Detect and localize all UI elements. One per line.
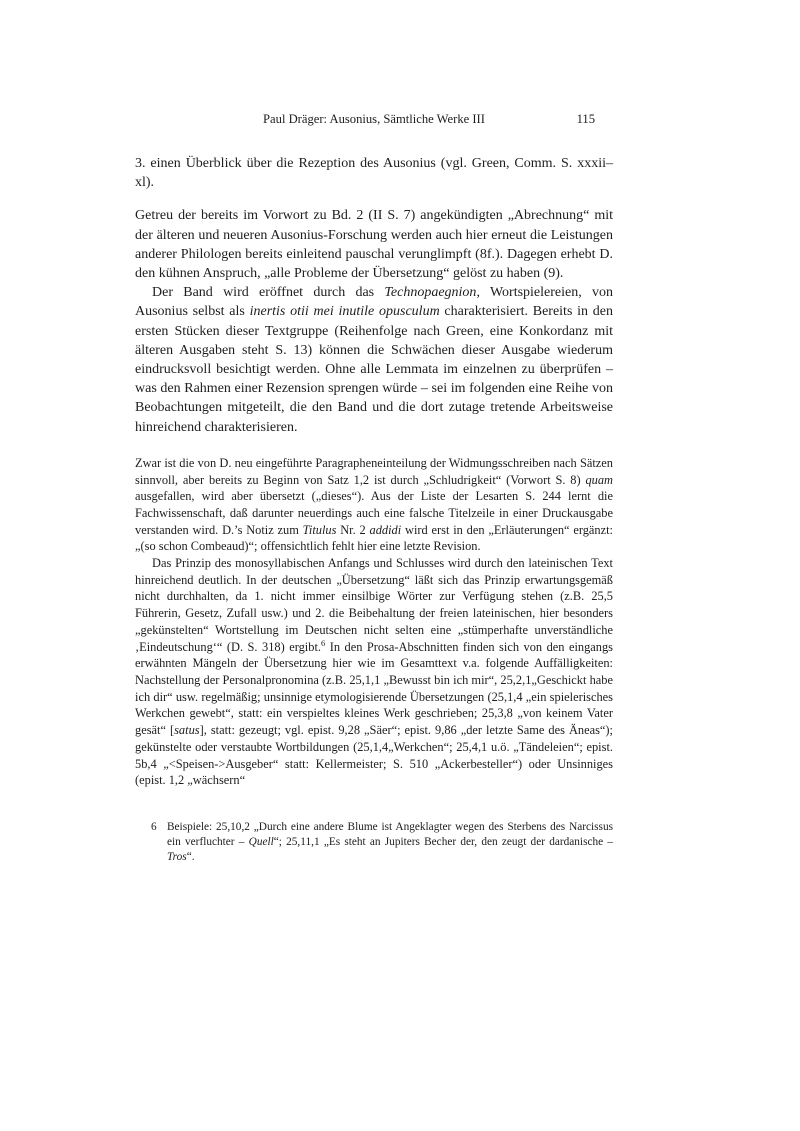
running-header (135, 112, 613, 127)
italic-run: Quell (248, 836, 274, 849)
italic-run: Titulus (302, 522, 337, 537)
footnote-text (167, 820, 613, 866)
italic-run: inertis otii mei inutile opusculum (249, 304, 440, 320)
paragraph (135, 283, 613, 437)
text-run: “. (186, 851, 195, 864)
paragraph (135, 455, 613, 555)
text-run: Der Band wird eröffnet durch das (152, 285, 385, 301)
footnote (151, 820, 613, 866)
italic-run: Technopaegnion (384, 285, 477, 301)
text-run: , Wortspielereien, von Ausonius selbst als (135, 285, 613, 320)
text-run: In den Prosa-Abschnitten finden sich von den eingangs erwähnten Mängeln der Übersetzung hier wie im Gesamttext v.a. folgende Auffälligkeiten: Nachstellung der Personalpronomina (z.B. 25,1,1 „Bewusst bin ich mir“, 25,2,1„Geschickt habe ich dir“ usw. regelmäßig; unsinnige etymologisierende Übersetzungen (25,1,4 „ein spielerisches Werkchen gewebt“, statt: ein verspieltes kleines Werk geschrieben; 25,3,8 „von keinem Vater gesät“ [ (135, 639, 613, 738)
italic-run: addidi (369, 522, 402, 537)
text-run: Zwar ist die von D. neu eingeführte Paragrapheneinteilung der Widmungsschreiben nach Sätzen sinnvoll, aber bereits zu Beginn von Satz 1,2 ist durch „Schludrigkeit“ (Vorwort S. 8) (135, 455, 613, 487)
page-number: 115 (576, 112, 595, 126)
paragraph (135, 555, 613, 789)
italic-run: satus (174, 723, 200, 738)
footnote-reference: 6 (321, 637, 326, 648)
text-run: Das Prinzip des monosyllabischen Anfangs und Schlusses wird durch den lateinischen Text hinreichend deutlich. In der deutschen „Übersetzung“ läßt sich das Prinzip erwartungsgemäß nicht durchhalten, da 1. nicht immer einsilbige Wörter zur Verfügung stehen (z.B. 25,5 Führerin, Gesetz, Zufall usw.) und 2. die Beibehaltung der freien lateinischen, hier besonders „gekünstelten“ Wortstellung im Deutschen nicht selten eine „stümperhafte unverständliche ‚Eindeutschung‘“ (D. S. 318) ergibt. (135, 556, 613, 654)
text-run: wird erst in den „Erläuterungen“ ergänzt: „(so schon Combeaud)“; offensichtlich fehlt hier eine letzte Revision. (135, 522, 613, 554)
text-run: Getreu der bereits im Vorwort zu Bd. 2 (II S. 7) angekündigten „Abrechnung“ mit der älteren und neueren Ausonius-Forschung werden auch hier erneut die Leistungen anderer Philologen bereits einleitend pauschal verunglimpft (8f.). Dagegen erhebt D. den kühnen Anspruch, „alle Probleme der Übersetzung“ gelöst zu haben (9). (135, 208, 613, 282)
text-run: charakterisiert. Bereits in den ersten Stücken dieser Textgruppe (Reihenfolge nach Green, eine Konkordanz mit älteren Ausgaben steht S. 13) können die Schwächen dieser Ausgabe wiederum eindrucksvoll besichtigt werden. Ohne alle Lemmata im einzelnen zu überprüfen – was den Rahmen einer Rezension sprengen würde – sei im folgenden eine Reihe von Beobachtungen mitgeteilt, die den Band und die dort zutage tretende Arbeitsweise hinreichend charakterisieren. (135, 304, 613, 435)
italic-run: quam (585, 472, 613, 487)
review-body (135, 154, 613, 789)
text-column (135, 112, 613, 866)
paragraph (135, 206, 613, 283)
text-run: Beispiele: 25,10,2 „Durch eine andere Blume ist Angeklagter wegen des Sterbens des Narcissus ein verfluchter – (167, 820, 613, 849)
footnote-number: 6 (151, 820, 157, 833)
paragraph (135, 154, 613, 192)
italic-run: Tros (167, 851, 187, 864)
running-header-title: Paul Dräger: Ausonius, Sämtliche Werke III (263, 112, 485, 126)
text-run: ausgefallen, wird aber übersetzt („dieses“). Aus der Liste der Lesarten S. 244 lernt die Fachwissenschaft, daß darunter neuerdings auch eine falsche Titelzeile in einer Druckausgabe verstanden wird. D.’s Notiz zum (135, 489, 613, 537)
text-run: ], statt: gezeugt; vgl. epist. 9,28 „Säer“; epist. 9,86 „der letzte Same des Äneas“); gekünstelte oder verstaubte Wortbildungen (25,1,4„Werkchen“; 25,4,1 u.ö. „Tändeleien“; epist. 5b,4 „<Speisen->Ausgeber“ statt: Kellermeister; S. 510 „Ackerbesteller“) oder Unsinniges (epist. 1,2 „wächsern“ (135, 723, 613, 788)
text-run: Nr. 2 (336, 522, 370, 537)
text-run: “; 25,11,1 „Es steht an Jupiters Becher der, den zeugt der dardanische – (273, 836, 613, 849)
text-run: 3. einen Überblick über die Rezeption des Ausonius (vgl. Green, Comm. S. xxxii–xl). (135, 156, 613, 191)
